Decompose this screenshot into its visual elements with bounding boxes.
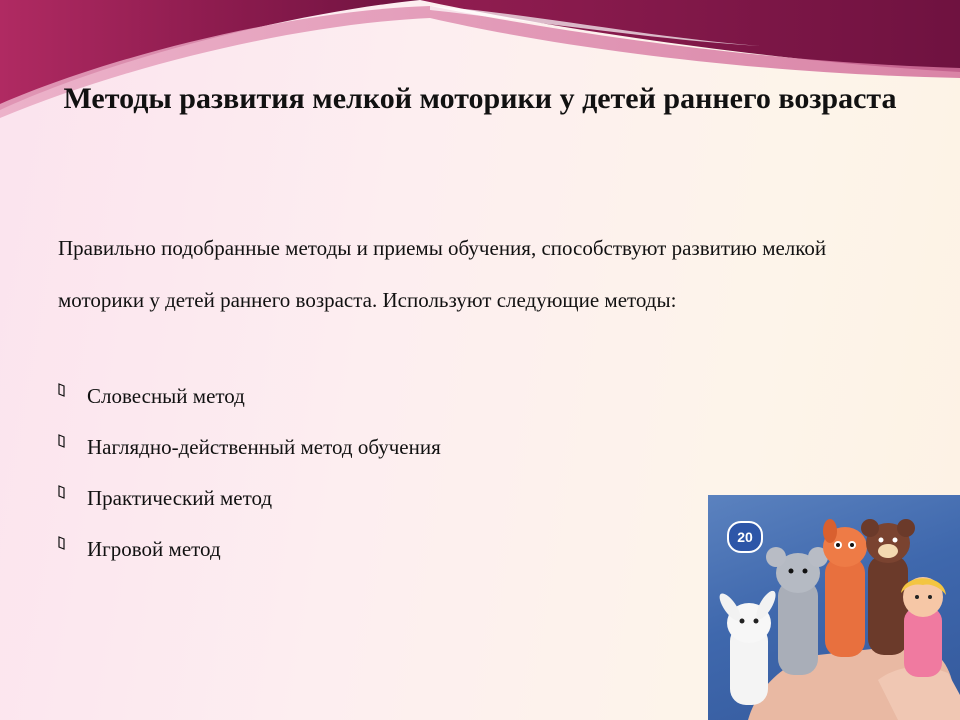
method-label: Игровой метод bbox=[87, 537, 221, 561]
method-label: Наглядно-действенный метод обучения bbox=[87, 435, 441, 459]
open-square-bullet-icon bbox=[58, 535, 66, 551]
intro-paragraph: Правильно подобранные методы и приемы обучения, способствуют развитию мелкой моторики у детей раннего возраста. Используют следующие методы: bbox=[58, 236, 827, 312]
open-square-bullet-icon bbox=[58, 484, 66, 500]
method-label: Практический метод bbox=[87, 486, 273, 510]
method-label: Словесный метод bbox=[87, 384, 245, 408]
photo-page-badge: 20 bbox=[727, 521, 763, 553]
open-square-bullet-icon bbox=[58, 382, 66, 398]
slide-title: Методы развития мелкой моторики у детей раннего возраста bbox=[63, 82, 897, 115]
open-square-bullet-icon bbox=[58, 433, 66, 449]
